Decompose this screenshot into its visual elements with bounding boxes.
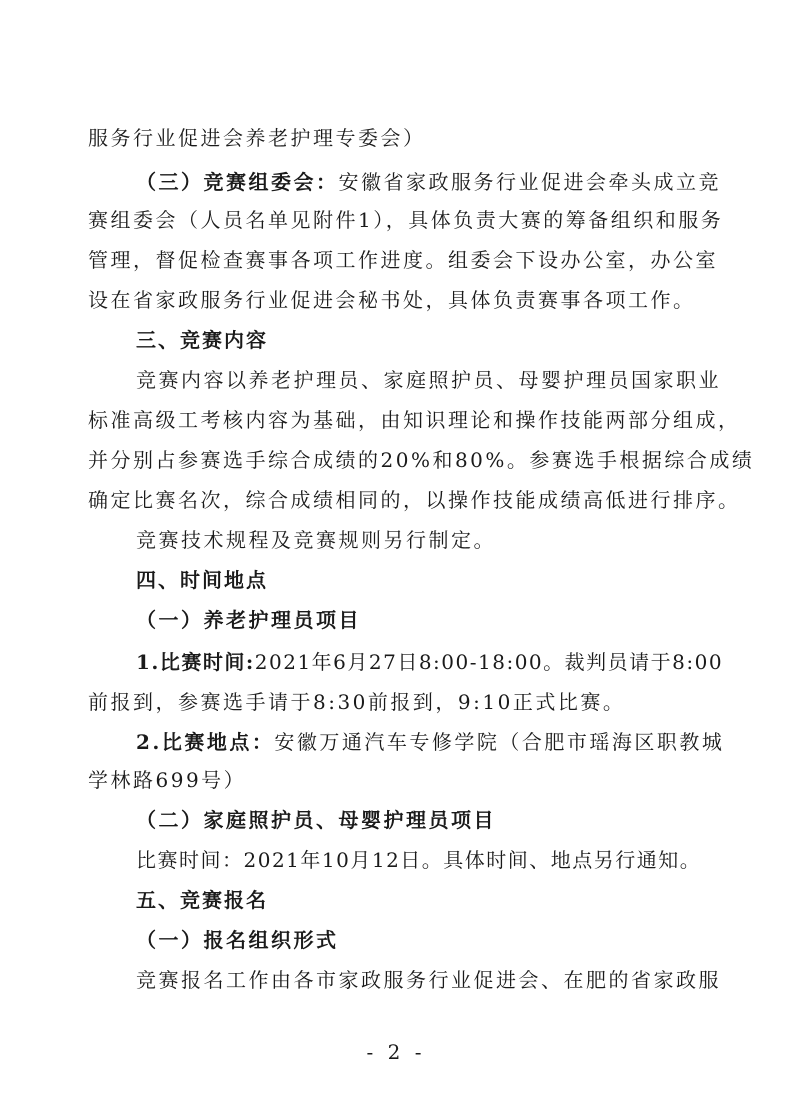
item-label: 2.比赛地点： — [136, 730, 275, 754]
section-heading: 三、竞赛内容 — [136, 328, 268, 352]
text-line: 竞赛报名工作由各市家政服务行业促进会、在肥的省家政服 — [136, 968, 721, 992]
item-label: 1.比赛时间: — [136, 650, 255, 674]
section-heading: 四、时间地点 — [136, 568, 268, 592]
text-line: 服务行业促进会养老护理专委会） — [88, 126, 426, 150]
text-line: 确定比赛名次，综合成绩相同的，以操作技能成绩高低进行排序。 — [88, 488, 741, 512]
subsection-heading: （二）家庭照护员、母婴护理员项目 — [136, 808, 496, 832]
text-run: 安徽万通汽车专修学院（合肥市瑶海区职教城 — [274, 730, 725, 754]
text-line — [136, 727, 725, 757]
text-line: 竞赛技术规程及竞赛规则另行制定。 — [136, 528, 496, 552]
page-number: - 2 - — [366, 1040, 426, 1064]
text-line: 比赛时间：2021年10月12日。具体时间、地点另行通知。 — [136, 848, 702, 872]
text-run: 2021年6月27日8:00-18:00。裁判员请于8:00 — [254, 650, 724, 674]
text-line: 设在省家政服务行业促进会秘书处，具体负责赛事各项工作。 — [88, 288, 696, 312]
text-run: 安徽省家政服务行业促进会牵头成立竞 — [338, 170, 721, 194]
subsection-heading: （一）报名组织形式 — [136, 928, 339, 952]
text-line: 前报到，参赛选手请于8:30前报到，9:10正式比赛。 — [88, 690, 626, 714]
subsection-heading: （三）竞赛组委会： — [136, 170, 339, 194]
text-line: 并分别占参赛选手综合成绩的20%和80%。参赛选手根据综合成绩 — [88, 448, 755, 472]
text-line — [136, 167, 721, 197]
section-heading: 五、竞赛报名 — [136, 888, 268, 912]
text-line — [136, 647, 724, 677]
text-line: 竞赛内容以养老护理员、家庭照护员、母婴护理员国家职业 — [136, 368, 721, 392]
text-line: 赛组委会（人员名单见附件1），具体负责大赛的筹备组织和服务 — [88, 208, 724, 232]
text-line: 学林路699号） — [88, 768, 247, 792]
subsection-heading: （一）养老护理员项目 — [136, 608, 361, 632]
text-line: 管理，督促检查赛事各项工作进度。组委会下设办公室，办公室 — [88, 248, 718, 272]
text-line: 标准高级工考核内容为基础，由知识理论和操作技能两部分组成， — [88, 408, 741, 432]
